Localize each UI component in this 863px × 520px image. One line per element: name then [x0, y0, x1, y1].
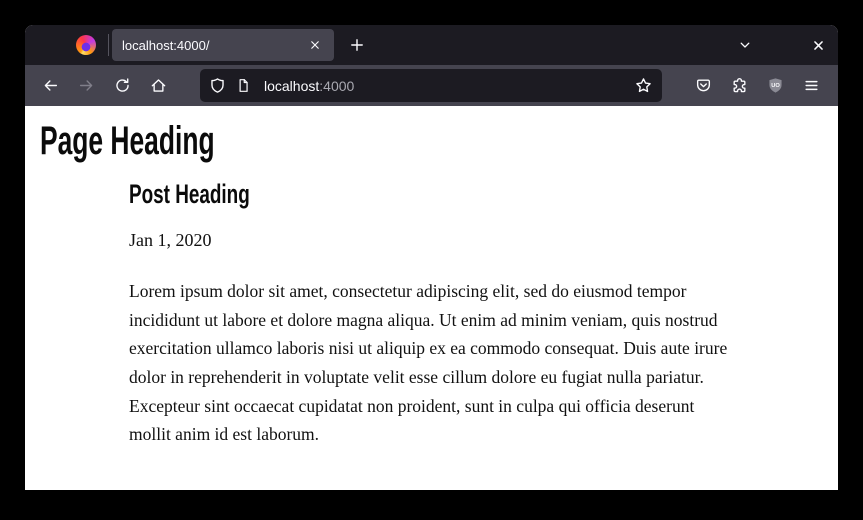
tab-separator — [108, 34, 109, 56]
home-icon — [150, 77, 167, 94]
browser-window — [25, 25, 838, 490]
reload-icon — [114, 77, 131, 94]
tab-title: localhost:4000/ — [122, 37, 210, 53]
post — [129, 178, 838, 449]
plus-icon — [349, 37, 365, 53]
page-heading: Page Heading — [40, 119, 215, 163]
page-icon — [236, 78, 251, 93]
home-button[interactable] — [144, 71, 172, 99]
window-close-button[interactable] — [804, 31, 832, 59]
puzzle-piece-icon — [731, 77, 748, 94]
back-button[interactable] — [36, 71, 64, 99]
new-tab-button[interactable] — [343, 31, 371, 59]
tracking-protection-button[interactable] — [204, 73, 230, 99]
ublock-badge-text: UO — [770, 82, 780, 89]
tab-bar — [25, 25, 838, 65]
ublock-origin-button[interactable] — [761, 71, 789, 99]
url-host: localhost — [264, 77, 320, 94]
ublock-shield-icon — [767, 77, 784, 94]
url-bar[interactable] — [200, 69, 662, 102]
post-date: Jan 1, 2020 — [129, 230, 212, 250]
tab-close-button[interactable] — [304, 34, 326, 56]
bookmark-star-button[interactable] — [630, 73, 656, 99]
url-port: :4000 — [319, 77, 355, 94]
forward-arrow-icon — [78, 77, 95, 94]
hamburger-icon — [803, 77, 820, 94]
browser-tab[interactable] — [112, 29, 334, 61]
post-body: Lorem ipsum dolor sit amet, consectetur adipiscing elit, sed do eiusmod tempor incididunt ut labore et dolore magna aliqua. Ut enim ad minim veniam, quis nostrud exercitation ullamco laboris nisi ut aliquip ex ea commodo consequat. Duis aute irure dolor in reprehenderit in voluptate velit esse cillum dolore eu fugiat nulla pariatur. Excepteur sint occaecat cupidatat non proident, sunt in culpa qui officia deserunt mollit anim id est laborum. — [129, 281, 728, 445]
site-identity-button[interactable] — [230, 73, 256, 99]
star-icon — [635, 77, 652, 94]
list-all-tabs-button[interactable] — [731, 31, 759, 59]
close-icon — [811, 38, 826, 53]
page-content — [25, 106, 838, 490]
navigation-toolbar — [25, 65, 838, 106]
firefox-icon — [76, 35, 96, 55]
shield-icon — [209, 77, 226, 94]
forward-button[interactable] — [72, 71, 100, 99]
chevron-down-icon — [737, 37, 753, 53]
close-icon — [308, 38, 322, 52]
url-text — [264, 78, 630, 94]
post-heading: Post Heading — [129, 179, 250, 209]
back-arrow-icon — [42, 77, 59, 94]
reload-button[interactable] — [108, 71, 136, 99]
pocket-button[interactable] — [689, 71, 717, 99]
menu-button[interactable] — [797, 71, 825, 99]
pocket-icon — [695, 77, 712, 94]
extensions-button[interactable] — [725, 71, 753, 99]
